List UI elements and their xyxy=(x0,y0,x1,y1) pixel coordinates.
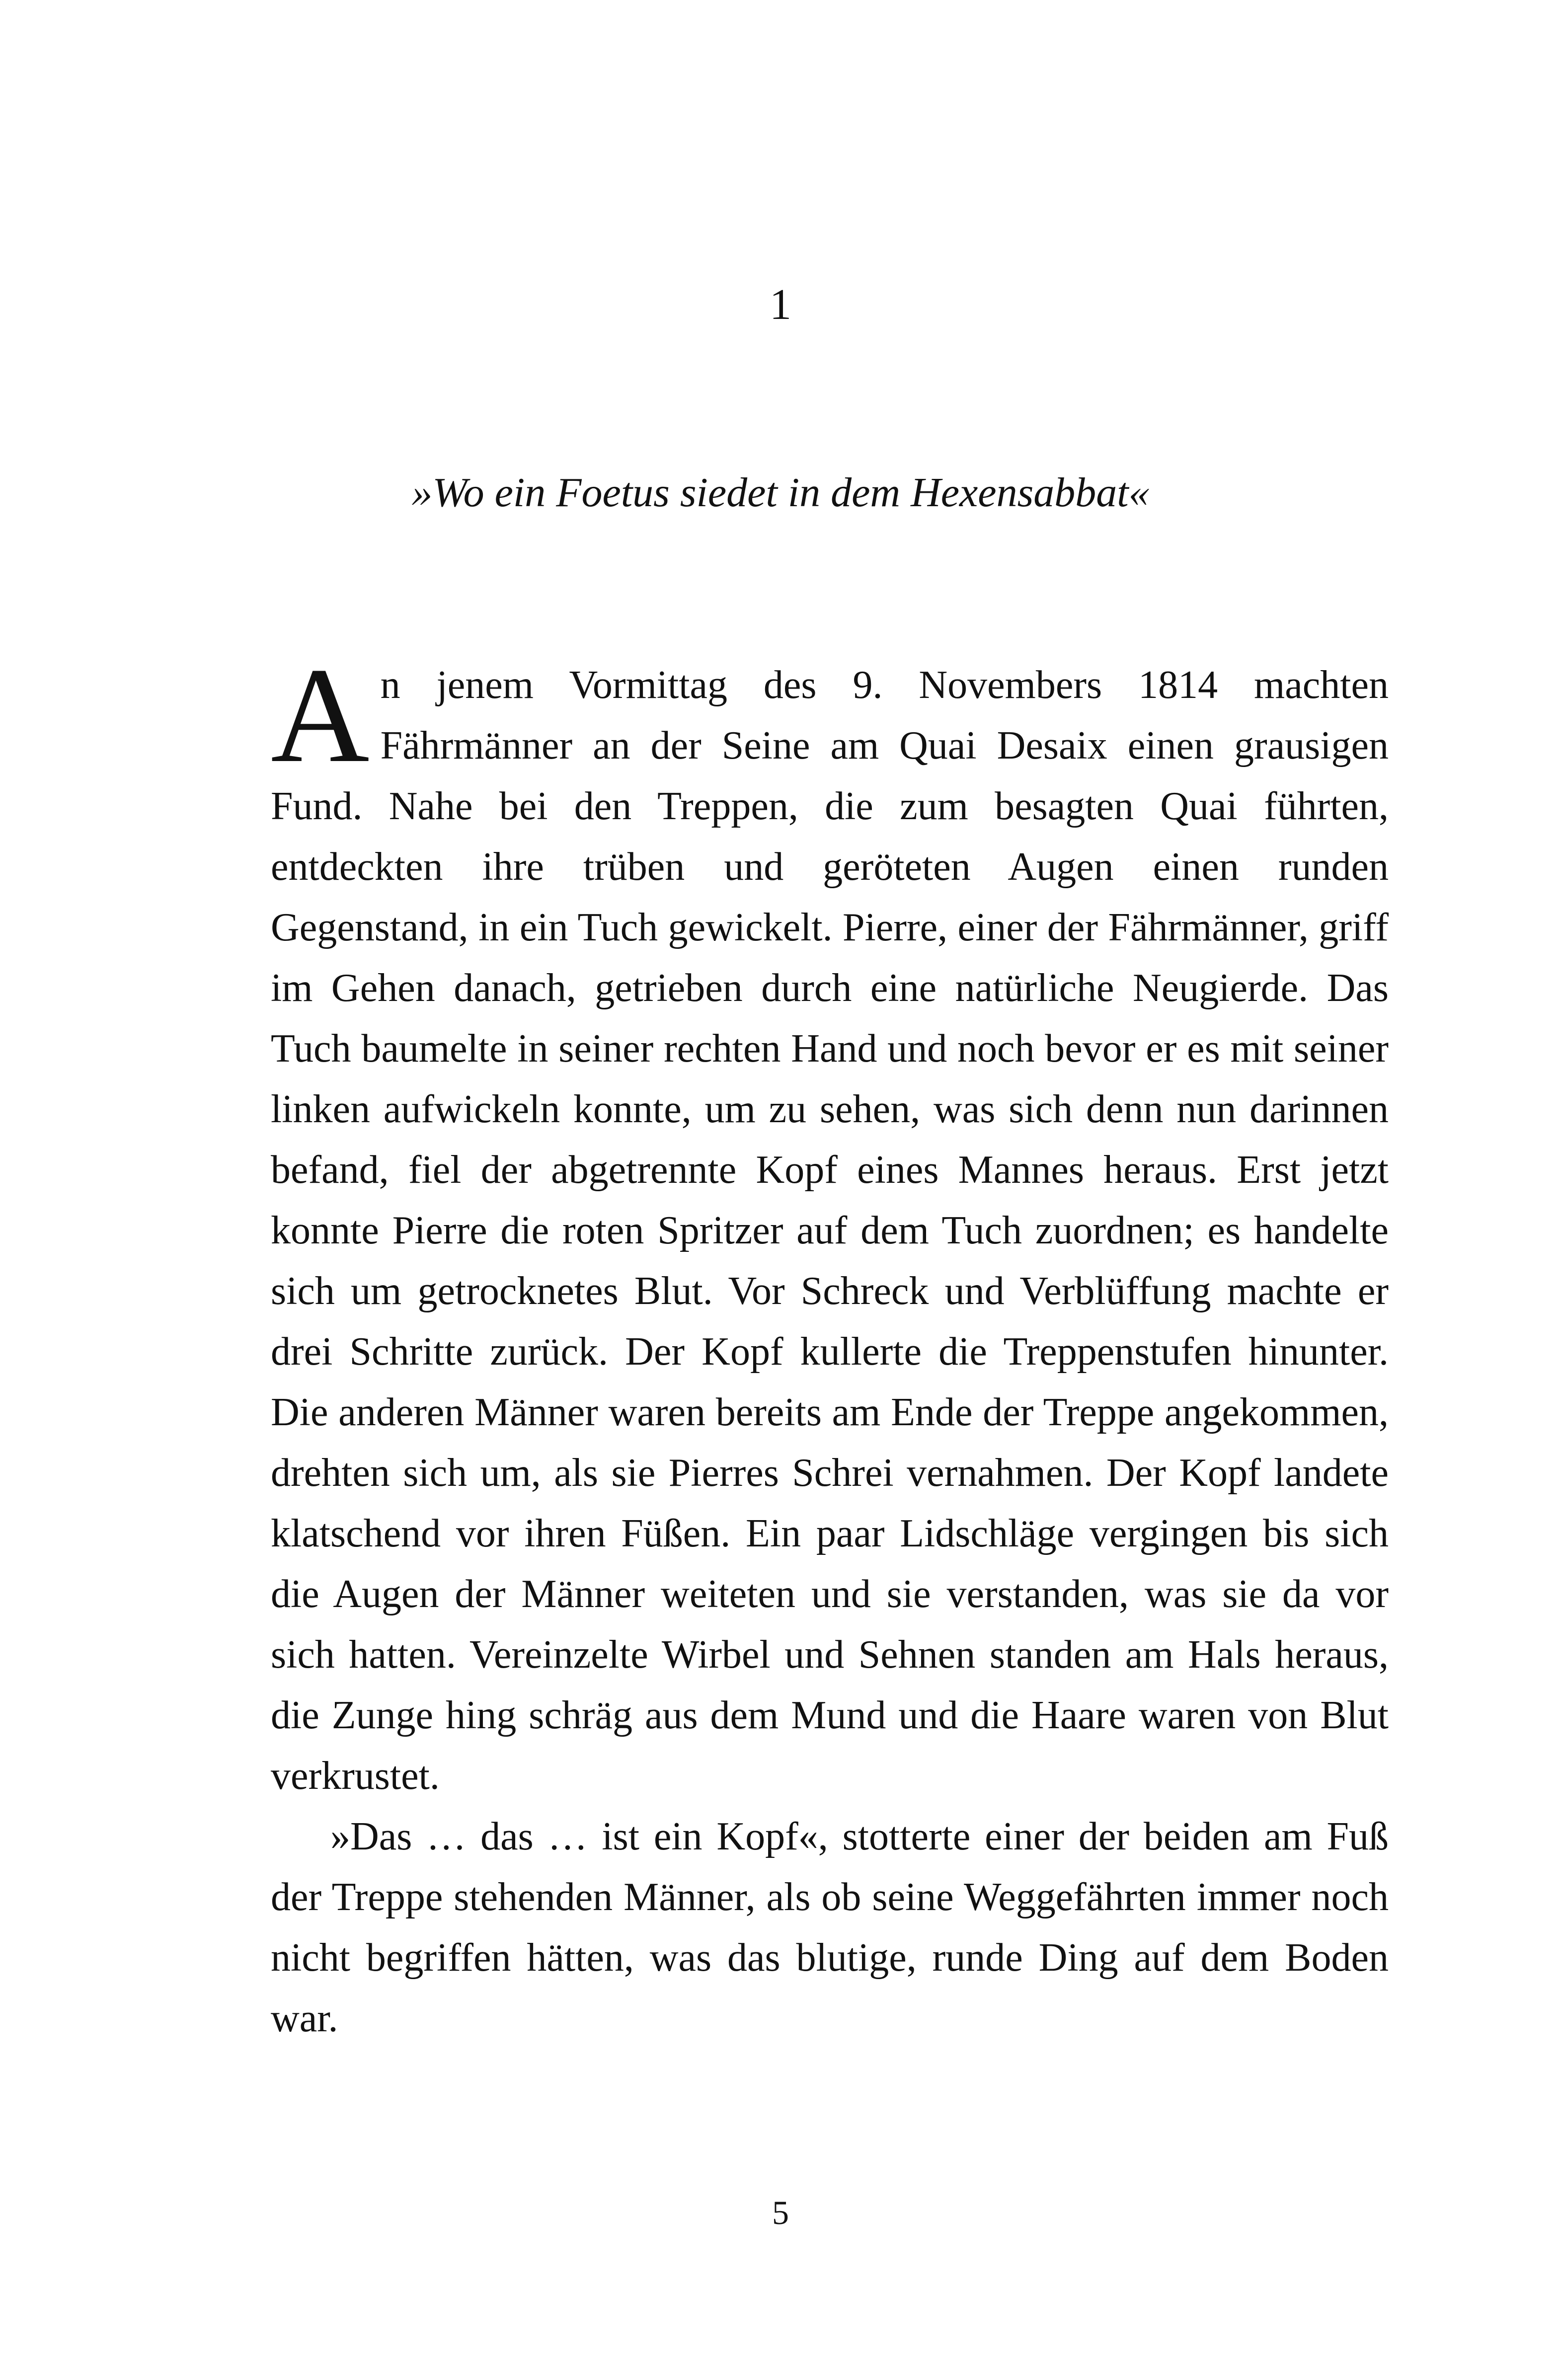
paragraph-1-text: n jenem Vormittag des 9. Novembers 1814 machten Fährmänner an der Seine am Quai Desaix einen grausigen Fund. Nahe bei den Treppen, die zum besagten Quai führten, entdeckten ihre trüben und geröteten Augen einen runden Gegenstand, in ein Tuch gewickelt. Pierre, einer der Fährmänner, griff im Gehen danach, getrieben durch eine natürliche Neugierde. Das Tuch baumelte in seiner rechten Hand und noch bevor er es mit seiner linken aufwickeln konnte, um zu sehen, was sich denn nun darinnen befand, fiel der abgetrennte Kopf eines Mannes heraus. Erst jetzt konnte Pierre die roten Spritzer auf dem Tuch zuordnen; es handelte sich um getrocknetes Blut. Vor Schreck und Verblüffung machte er drei Schritte zurück. Der Kopf kullerte die Treppenstufen hinunter. Die anderen Männer waren bereits am Ende der Treppe angekommen, drehten sich um, als sie Pierres Schrei vernahmen. Der Kopf landete klatschend vor ihren Füßen. Ein paar Lidschläge vergingen bis sich die Augen der Männer weiteten und sie verstanden, was sie da vor sich hatten. Vereinzelte Wirbel und Sehnen standen am Hals heraus, die Zunge hing schräg aus dem Mund und die Haare waren von Blut verkrustet. xyxy=(271,663,1389,1798)
chapter-number: 1 xyxy=(770,281,791,329)
drop-cap: A xyxy=(271,640,370,791)
chapter-epigraph: »Wo ein Foetus siedet in dem Hexensabbat« xyxy=(411,469,1150,516)
page-number: 5 xyxy=(772,2194,789,2231)
paragraph-1 xyxy=(271,640,1389,1806)
paragraph-2: »Das … das … ist ein Kopf«, stotterte einer der beiden am Fuß der Treppe stehenden Männer, als ob seine Weggefährten immer noch nicht begriffen hätten, was das blutige, runde Ding auf dem Boden war. xyxy=(271,1815,1389,2040)
body-text xyxy=(271,640,1389,2049)
